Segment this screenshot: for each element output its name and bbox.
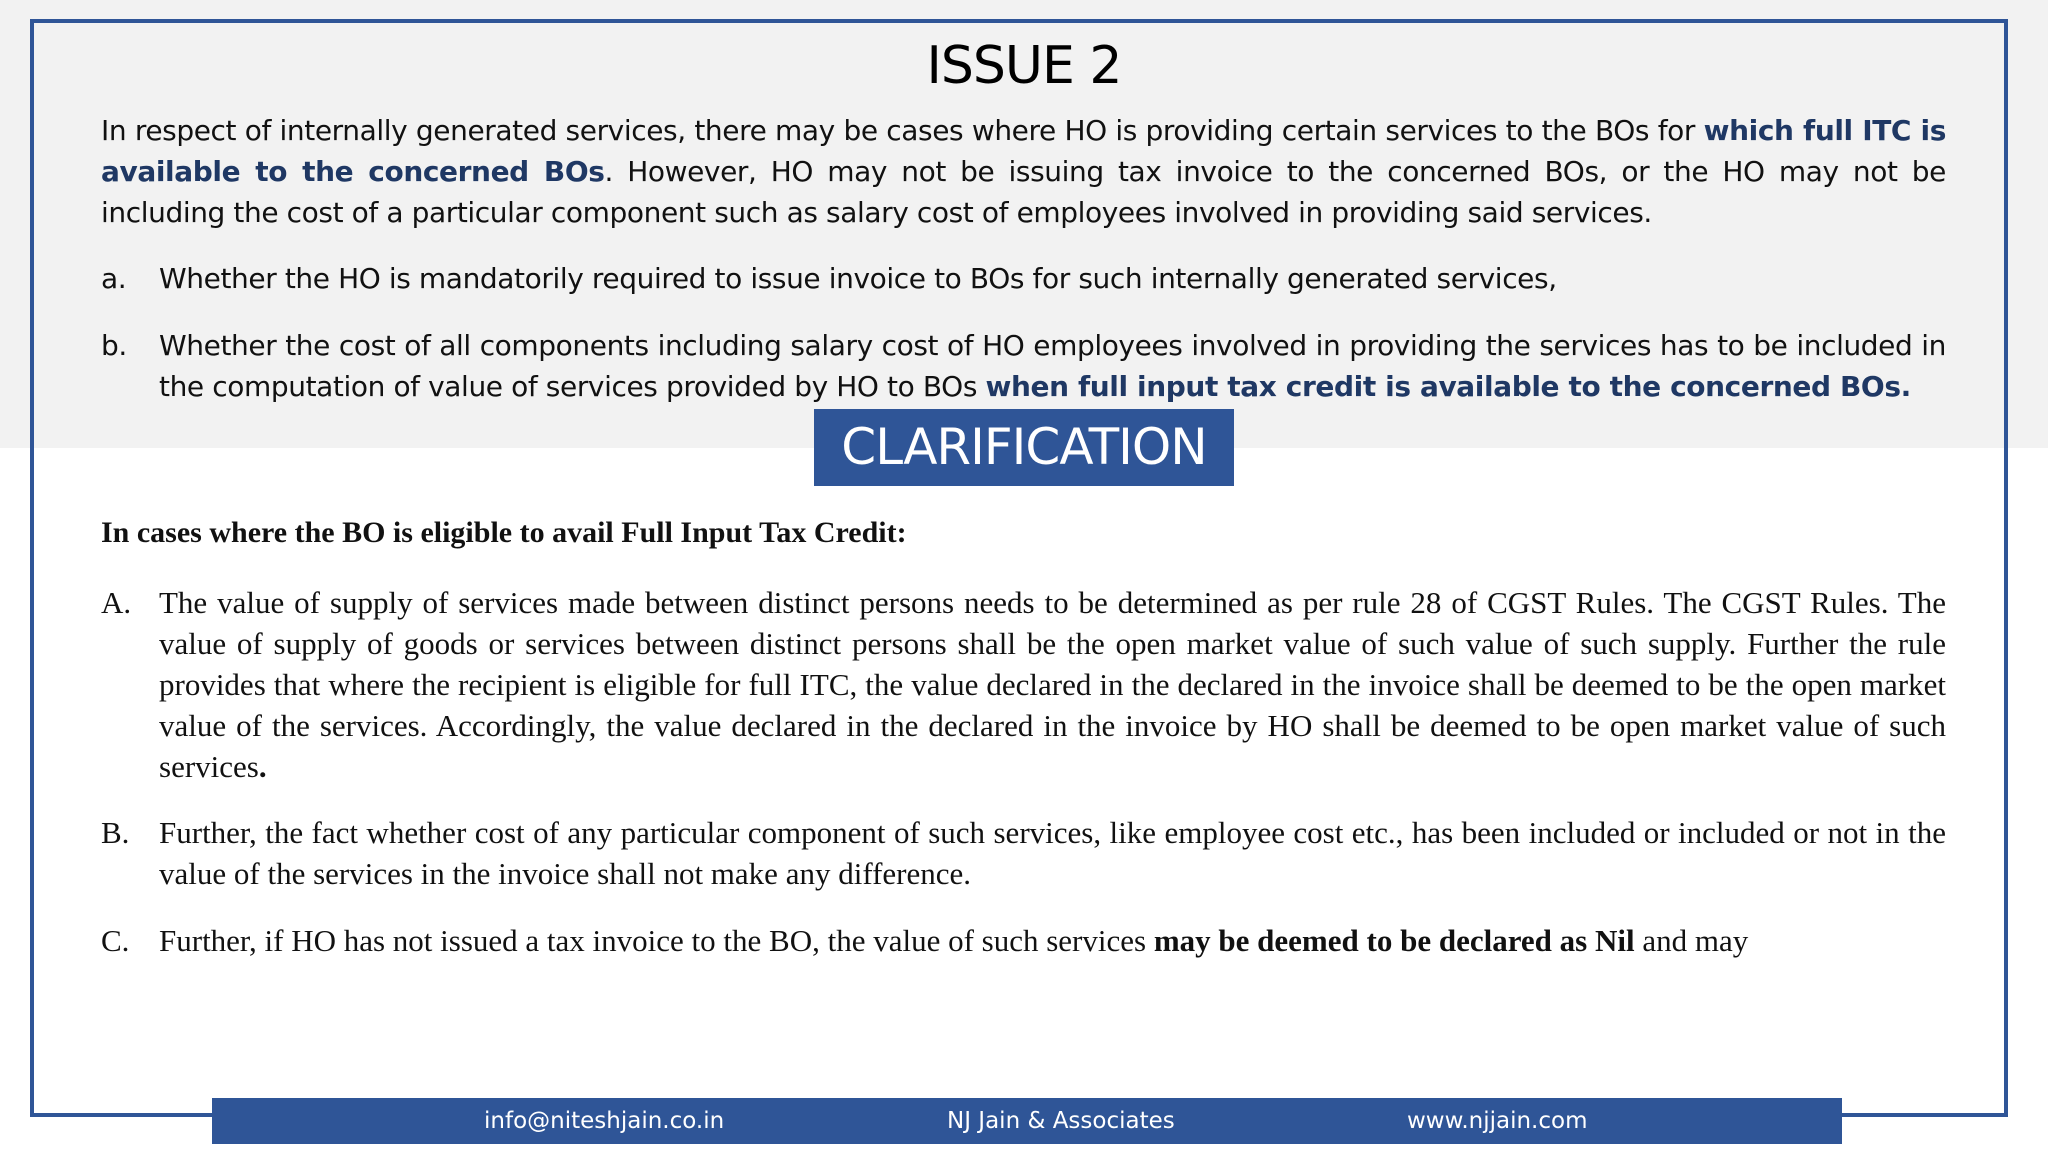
clarification-item-a-letter: A. [101,585,132,620]
issue-intro-part1: In respect of internally generated services, there may be cases where HO is providing certain services to the BOs for [101,114,1704,147]
clarification-item-c [159,920,1946,961]
issue-item-a-letter: a. [101,262,127,295]
issue-item-a: Whether the HO is mandatorily required to issue invoice to BOs for such internally generated services, [159,262,1557,295]
issue-item-b-letter: b. [101,329,127,362]
issue-item-b-text: Whether the cost of all components including salary cost of HO employees involved in providing the services has to be included in the computation of value of services provided by HO to BOs [159,329,1946,403]
issue-intro-part2: . However, HO may not be issuing tax invoice to the concerned BOs, or the HO may not be including the cost of a particular component such as salary cost of employees involved in providing said services. [101,155,1946,229]
footer-firm-name: NJ Jain & Associates [947,1108,1175,1134]
clarification-item-a [159,582,1946,787]
issue-item-b [159,325,1946,407]
clarification-item-a-text: The value of supply of services made between distinct persons needs to be determined as per rule 28 of CGST Rules. The CGST Rules. The value of supply of goods or services between distinct persons shall be the open market value of such value of such supply. Further the rule provides that where the recipient is eligible for full ITC, the value declared in the declared in the invoice shall be deemed to be the open market value of the services. Accordingly, the value declared in the declared in the invoice by HO shall be deemed to be open market value of such services [159,585,1946,784]
clarification-heading: In cases where the BO is eligible to avail Full Input Tax Credit: [101,516,907,549]
issue-intro-highlight: which full ITC is available to the concerned BOs [101,114,1946,188]
footer-website[interactable]: www.njjain.com [1407,1108,1588,1134]
footer-email[interactable]: info@niteshjain.co.in [484,1108,725,1134]
clarification-item-b: Further, the fact whether cost of any particular component of such services, like employee cost etc., has been included or included or not in the value of the services in the invoice shall not make any difference. [159,815,1946,891]
clarification-item-b-letter: B. [101,815,130,850]
issue-item-b-highlight: when full input tax credit is available to the concerned BOs. [985,370,1911,403]
clarification-item-c-bold: may be deemed to be declared as Nil [1153,923,1635,958]
clarification-item-c-after: and may [1634,923,1749,958]
footer-bar [212,1098,1842,1144]
clarification-banner: CLARIFICATION [814,409,1234,486]
clarification-item-a-end: . [258,749,267,784]
clarification-item-c-text: Further, if HO has not issued a tax invoice to the BO, the value of such services [159,923,1154,958]
clarification-item-c-letter: C. [101,923,130,958]
issue-intro [101,110,1946,233]
slide-title: ISSUE 2 [926,36,1122,96]
